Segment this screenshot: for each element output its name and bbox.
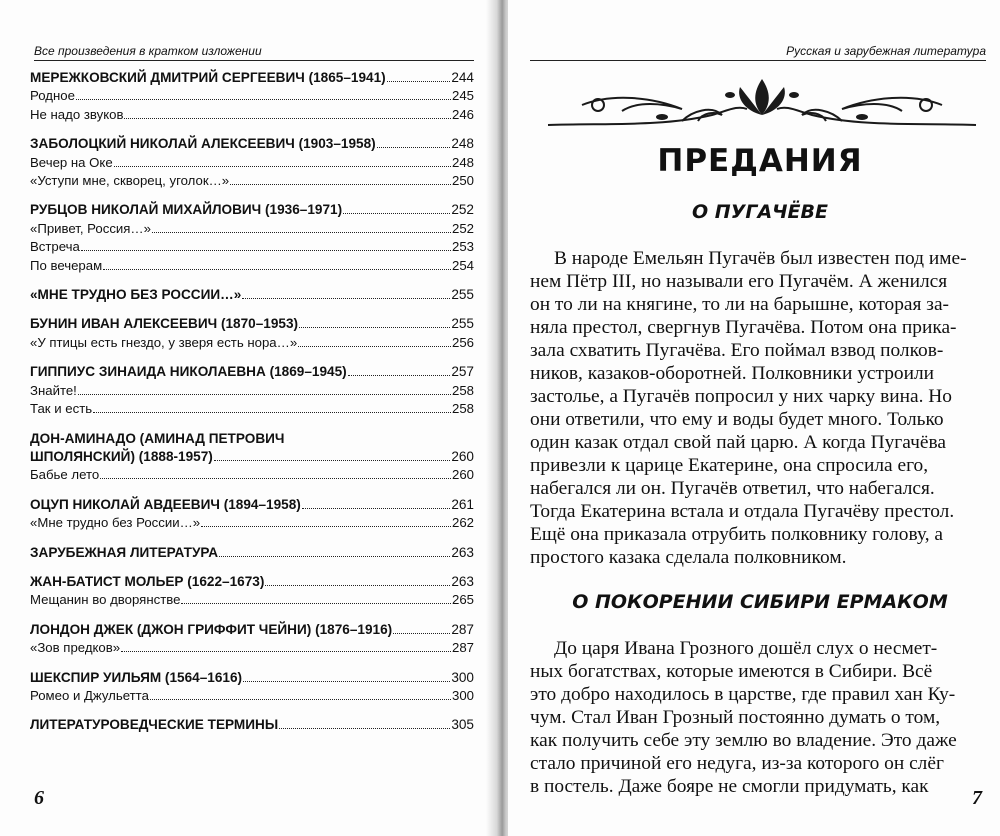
toc-work-title: «У птицы есть гнездо, у зверя есть нора…» xyxy=(30,334,298,350)
toc-author-name: ДОН-АМИНАДО (АМИНАД ПЕТРОВИЧ xyxy=(30,430,285,446)
toc-leader-dots xyxy=(201,526,451,527)
toc-leader-dots xyxy=(348,375,451,376)
toc-work-entry[interactable] xyxy=(30,106,474,124)
toc-work-title: Знайте! xyxy=(30,382,77,398)
toc-leader-dots xyxy=(124,118,451,119)
text-line: чум. Стал Иван Грозный постоянно думать о том, xyxy=(530,707,941,728)
toc-leader-dots xyxy=(81,250,451,251)
toc-leader-dots xyxy=(100,478,451,479)
toc-work-entry[interactable] xyxy=(30,238,474,256)
toc-page-number: 250 xyxy=(451,173,474,189)
toc-page-number: 261 xyxy=(451,496,474,512)
toc-author-name: ЗАРУБЕЖНАЯ ЛИТЕРАТУРА xyxy=(30,544,219,560)
text-line: это добро находилось в царстве, где правил хан Ку- xyxy=(530,684,956,705)
text-line: ников, казаков-оборотней. Полковники устроили xyxy=(530,363,935,384)
toc-page-number: 263 xyxy=(451,573,474,589)
toc-page-number: 260 xyxy=(451,448,474,464)
toc-author-name: ЖАН-БАТИСТ МОЛЬЕР (1622–1673) xyxy=(30,573,265,589)
toc-leader-dots xyxy=(114,166,451,167)
toc-leader-dots xyxy=(302,508,450,509)
toc-leader-dots xyxy=(279,728,450,729)
toc-work-title: «Зов предков» xyxy=(30,640,121,656)
toc-page-number: 287 xyxy=(451,621,474,637)
toc-group xyxy=(30,430,474,485)
toc-work-title: Встреча xyxy=(30,239,80,255)
toc-leader-dots xyxy=(298,346,451,347)
text-line: нем Пётр III, но называли его Пугачём. А женился xyxy=(530,271,948,292)
toc-work-entry[interactable] xyxy=(30,591,474,609)
toc-page-number: 300 xyxy=(451,687,474,703)
floral-ornament-icon xyxy=(542,75,982,137)
right-page xyxy=(508,0,1000,836)
toc-group xyxy=(30,573,474,610)
toc-work-entry[interactable] xyxy=(30,514,474,532)
toc-page-number: 252 xyxy=(451,220,474,236)
toc-leader-dots xyxy=(214,460,451,461)
toc-work-title: «Уступи мне, скворец, уголок…» xyxy=(30,173,230,189)
toc-work-title: Родное xyxy=(30,88,75,104)
toc-work-entry[interactable] xyxy=(30,154,474,172)
toc-group xyxy=(30,286,474,304)
toc-leader-dots xyxy=(343,213,450,214)
toc-work-entry[interactable] xyxy=(30,687,474,705)
toc-author-entry[interactable] xyxy=(30,496,474,514)
toc-group xyxy=(30,201,474,275)
toc-leader-dots xyxy=(150,699,451,700)
toc-work-entry[interactable] xyxy=(30,257,474,275)
toc-work-title: Бабье лето xyxy=(30,467,100,483)
toc-author-name: РУБЦОВ НИКОЛАЙ МИХАЙЛОВИЧ (1936–1971) xyxy=(30,202,343,218)
toc-author-name: ГИППИУС ЗИНАИДА НИКОЛАЕВНА (1869–1945) xyxy=(30,364,347,380)
toc-author-name: ШПОЛЯНСКИЙ) (1888-1957) xyxy=(30,448,213,464)
text-line: няла престол, свергнув Пугачёва. Потом она прика- xyxy=(530,317,957,338)
toc-group xyxy=(30,669,474,706)
toc-page-number: 254 xyxy=(451,257,474,273)
toc-leader-dots xyxy=(387,81,451,82)
toc-group xyxy=(30,135,474,190)
toc-author-entry[interactable] xyxy=(30,669,474,687)
toc-work-entry[interactable] xyxy=(30,466,474,484)
toc-page-number: 265 xyxy=(451,592,474,608)
toc-page-number: 256 xyxy=(451,334,474,350)
toc-work-entry[interactable] xyxy=(30,400,474,418)
toc-author-name: ЗАБОЛОЦКИЙ НИКОЛАЙ АЛЕКСЕЕВИЧ (1903–1958) xyxy=(30,136,376,152)
toc-leader-dots xyxy=(121,651,451,652)
section-text-ermak xyxy=(530,637,990,798)
section-heading-ermak: О ПОКОРЕНИИ СИБИРИ ЕРМАКОМ xyxy=(572,591,948,613)
toc-author-entry[interactable] xyxy=(30,135,474,153)
toc-author-entry[interactable] xyxy=(30,716,474,734)
toc-page-number: 260 xyxy=(451,467,474,483)
toc-page-number: 305 xyxy=(451,717,474,733)
toc-author-entry[interactable] xyxy=(30,69,474,87)
text-line: как получить себе эту землю во владение. Это даже xyxy=(530,730,957,751)
toc-leader-dots xyxy=(219,556,450,557)
text-line: застолье, а Пугачёв попросил у них чарку вина. Но xyxy=(530,386,952,407)
toc-leader-dots xyxy=(103,269,451,270)
toc-page-number: 255 xyxy=(451,287,474,303)
text-line: простого казака сделала полковником. xyxy=(530,547,847,568)
toc-author-name: ШЕКСПИР УИЛЬЯМ (1564–1616) xyxy=(30,669,243,685)
toc-page-number: 255 xyxy=(451,316,474,332)
toc-group xyxy=(30,496,474,533)
text-line: один казак отдал свой пай царю. А когда Пугачёва xyxy=(530,432,946,453)
text-line: ных богатствах, которые имеются в Сибири. Всё xyxy=(530,661,933,682)
text-line: привезли к царице Екатерине, она спросила его, xyxy=(530,455,929,476)
toc-page-number: 246 xyxy=(451,106,474,122)
toc-work-title: Ромео и Джульетта xyxy=(30,687,149,703)
toc-page-number: 253 xyxy=(451,239,474,255)
toc-leader-dots xyxy=(93,412,451,413)
toc-work-title: По вечерам xyxy=(30,257,103,273)
toc-leader-dots xyxy=(243,681,450,682)
toc-work-title: «Мне трудно без России…» xyxy=(30,515,201,531)
toc-work-title: Не надо звуков xyxy=(30,106,124,122)
toc-leader-dots xyxy=(78,394,451,395)
text-line: Тогда Екатерина встала и отдала Пугачёву престол. xyxy=(530,501,955,522)
text-line: набегался ли он. Пугачёв ответил, что набегался. xyxy=(530,478,935,499)
text-line: В народе Емельян Пугачёв был известен под име- xyxy=(554,248,967,269)
toc-leader-dots xyxy=(393,633,450,634)
toc-page-number: 258 xyxy=(451,382,474,398)
toc-page-number: 248 xyxy=(451,136,474,152)
toc-page-number: 248 xyxy=(451,154,474,170)
toc-page-number: 287 xyxy=(451,640,474,656)
toc-author-entry[interactable] xyxy=(30,448,474,466)
toc-leader-dots xyxy=(242,298,450,299)
toc-page-number: 245 xyxy=(451,88,474,104)
toc-page-number: 263 xyxy=(451,544,474,560)
toc-author-name: ОЦУП НИКОЛАЙ АВДЕЕВИЧ (1894–1958) xyxy=(30,496,301,512)
toc-page-number: 252 xyxy=(451,202,474,218)
section-heading-pugachev: О ПУГАЧЁВЕ xyxy=(692,201,828,223)
text-line: зала схватить Пугачёва. Его поймал взвод полков- xyxy=(530,340,944,361)
toc-group xyxy=(30,315,474,352)
toc-author-entry[interactable] xyxy=(30,315,474,333)
toc-author-entry[interactable] xyxy=(30,544,474,562)
text-line: он то ли на княгине, то ли на барышне, которая за- xyxy=(530,294,950,315)
toc-work-title: Так и есть xyxy=(30,401,93,417)
toc-group xyxy=(30,363,474,418)
toc-author-entry[interactable] xyxy=(30,201,474,219)
running-head-left: Все произведения в кратком изложении xyxy=(34,44,474,61)
toc-author-name: БУНИН ИВАН АЛЕКСЕЕВИЧ (1870–1953) xyxy=(30,316,299,332)
toc-work-entry[interactable] xyxy=(30,220,474,238)
table-of-contents xyxy=(30,69,474,735)
toc-leader-dots xyxy=(230,184,451,185)
toc-page-number: 258 xyxy=(451,401,474,417)
toc-page-number: 257 xyxy=(451,364,474,380)
toc-page-number: 300 xyxy=(451,669,474,685)
text-line: они ответили, что ему и воды будет много. Только xyxy=(530,409,944,430)
page-number-left: 6 xyxy=(34,787,44,809)
toc-work-entry[interactable] xyxy=(30,172,474,190)
toc-author-name: ЛИТЕРАТУРОВЕДЧЕСКИЕ ТЕРМИНЫ xyxy=(30,717,279,733)
toc-leader-dots xyxy=(299,327,450,328)
toc-page-number: 262 xyxy=(451,515,474,531)
toc-leader-dots xyxy=(76,99,451,100)
toc-leader-dots xyxy=(181,603,451,604)
toc-work-entry[interactable] xyxy=(30,334,474,352)
toc-page-number: 244 xyxy=(451,70,474,85)
toc-group xyxy=(30,544,474,562)
toc-author-entry[interactable] xyxy=(30,286,474,304)
text-line: Ещё она приказала отрубить полковнику голову, а xyxy=(530,524,943,545)
text-line: в постель. Даже бояре не смогли придумать, как xyxy=(530,776,929,797)
page-number-right: 7 xyxy=(972,787,982,809)
toc-author-line xyxy=(30,430,474,448)
toc-author-entry[interactable] xyxy=(30,621,474,639)
toc-group xyxy=(30,716,474,734)
toc-work-title: «Привет, Россия…» xyxy=(30,220,151,236)
toc-leader-dots xyxy=(265,585,450,586)
toc-work-title: Мещанин во дворянстве xyxy=(30,592,181,608)
toc-author-name: ЛОНДОН ДЖЕК (ДЖОН ГРИФФИТ ЧЕЙНИ) (1876–1916) xyxy=(30,621,393,637)
text-line: До царя Ивана Грозного дошёл слух о несмет- xyxy=(554,638,938,659)
toc-group xyxy=(30,621,474,658)
section-text-pugachev xyxy=(530,247,990,569)
text-line: стало причиной его недуга, из-за которого он слёг xyxy=(530,753,944,774)
toc-group xyxy=(30,69,474,124)
toc-work-entry[interactable] xyxy=(30,382,474,400)
chapter-title: ПРЕДАНИЯ xyxy=(657,143,863,179)
toc-leader-dots xyxy=(377,147,451,148)
toc-work-entry[interactable] xyxy=(30,87,474,105)
toc-author-entry[interactable] xyxy=(30,573,474,591)
toc-work-entry[interactable] xyxy=(30,639,474,657)
running-head-right: Русская и зарубежная литература xyxy=(530,44,986,61)
toc-leader-dots xyxy=(152,232,451,233)
toc-author-entry[interactable] xyxy=(30,363,474,381)
toc-author-name: МЕРЕЖКОВСКИЙ ДМИТРИЙ СЕРГЕЕВИЧ (1865–1941) xyxy=(30,70,386,85)
toc-author-name: «МНЕ ТРУДНО БЕЗ РОССИИ…» xyxy=(30,287,242,303)
toc-work-title: Вечер на Оке xyxy=(30,154,113,170)
